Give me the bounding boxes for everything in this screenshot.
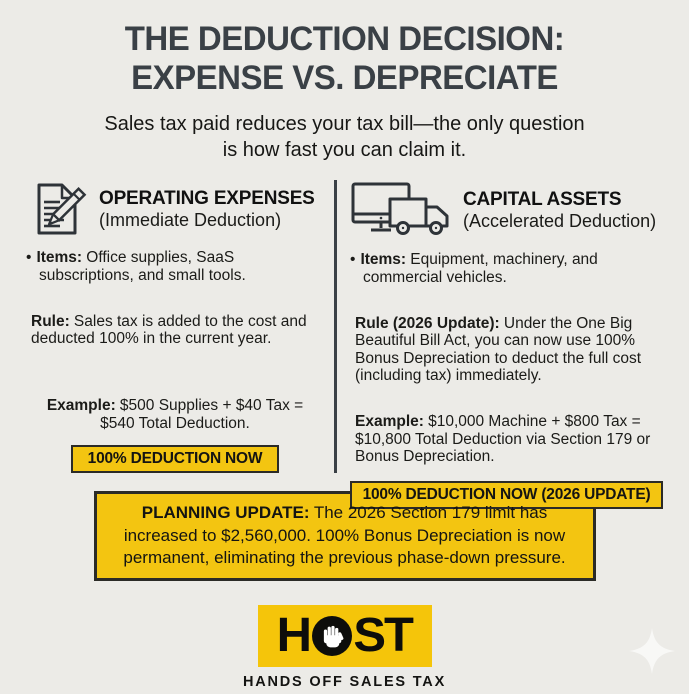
example-text: $500 Supplies + $40 Tax = $540 Total Deduction. xyxy=(100,397,304,432)
capital-example xyxy=(350,413,663,466)
operating-expenses-titles xyxy=(99,188,315,231)
rule-label: Rule: xyxy=(31,312,70,330)
operating-deduction-badge: 100% DEDUCTION NOW xyxy=(71,445,279,473)
rule-text: Sales tax is added to the cost and deducted 100% in the current year. xyxy=(31,312,307,347)
stop-hand-icon xyxy=(312,616,352,656)
logo-tagline: HANDS OFF SALES TAX xyxy=(242,673,447,690)
column-divider xyxy=(334,180,337,473)
operating-expenses-subtitle: (Immediate Deduction) xyxy=(99,209,282,230)
host-logo xyxy=(258,605,432,667)
rule-text: Under the One Big Beautiful Bill Act, you can now use 100% Bonus Depreciation to deduct the full cost (including tax) immediately. xyxy=(355,314,642,384)
items-label: Items: xyxy=(36,249,83,266)
page-subtitle xyxy=(0,111,689,163)
operating-example xyxy=(26,397,324,432)
capital-assets-titles xyxy=(463,189,656,232)
bullet-marker: • xyxy=(26,249,32,266)
page-title-line1: THE DEDUCTION DECISION: xyxy=(124,20,565,58)
capital-assets-title: CAPITAL ASSETS xyxy=(463,188,622,210)
operating-expenses-header xyxy=(26,180,324,238)
items-text: Equipment, machinery, and commercial vehicles. xyxy=(363,251,598,286)
capital-assets-subtitle: (Accelerated Deduction) xyxy=(463,210,657,231)
banner-text: The 2026 Section 179 limit has increased to $2,560,000. 100% Bonus Depreciation is now permanent, eliminating the previous phase-down pressure. xyxy=(123,503,566,567)
operating-expenses-column xyxy=(26,180,324,473)
footer xyxy=(0,605,689,690)
items-label: Items: xyxy=(360,251,407,268)
example-label: Example: xyxy=(46,397,116,414)
capital-deduction-badge: 100% DEDUCTION NOW (2026 UPDATE) xyxy=(350,481,663,509)
example-text: $10,000 Machine + $800 Tax = $10,800 Total Deduction via Section 179 or Bonus Depreciation. xyxy=(355,413,651,465)
capital-assets-column xyxy=(346,180,663,503)
operating-rule xyxy=(26,313,324,348)
logo-letters-st: ST xyxy=(353,608,413,662)
subtitle-line2: is how fast you can claim it. xyxy=(222,139,467,161)
rule-label: Rule (2026 Update): xyxy=(355,314,500,332)
operating-items xyxy=(26,249,324,284)
bullet-marker: • xyxy=(350,251,356,268)
logo-letter-h: H xyxy=(277,608,311,662)
page-title-line2: EXPENSE VS. DEPRECIATE xyxy=(131,59,558,97)
capital-rule xyxy=(350,315,663,385)
subtitle-line1: Sales tax paid reduces your tax bill—the only question xyxy=(104,113,585,135)
capital-assets-header xyxy=(350,180,663,240)
items-text: Office supplies, SaaS subscriptions, and small tools. xyxy=(39,249,246,284)
comparison-columns xyxy=(0,180,689,503)
capital-items xyxy=(350,251,663,286)
banner-label: PLANNING UPDATE: xyxy=(141,503,310,522)
example-label: Example: xyxy=(355,413,424,430)
operating-expenses-title: OPERATING EXPENSES xyxy=(99,187,315,209)
monitor-truck-icon xyxy=(350,180,454,240)
document-pencil-icon xyxy=(26,180,90,238)
planning-update-banner xyxy=(94,491,596,581)
sparkle-icon xyxy=(629,627,675,680)
